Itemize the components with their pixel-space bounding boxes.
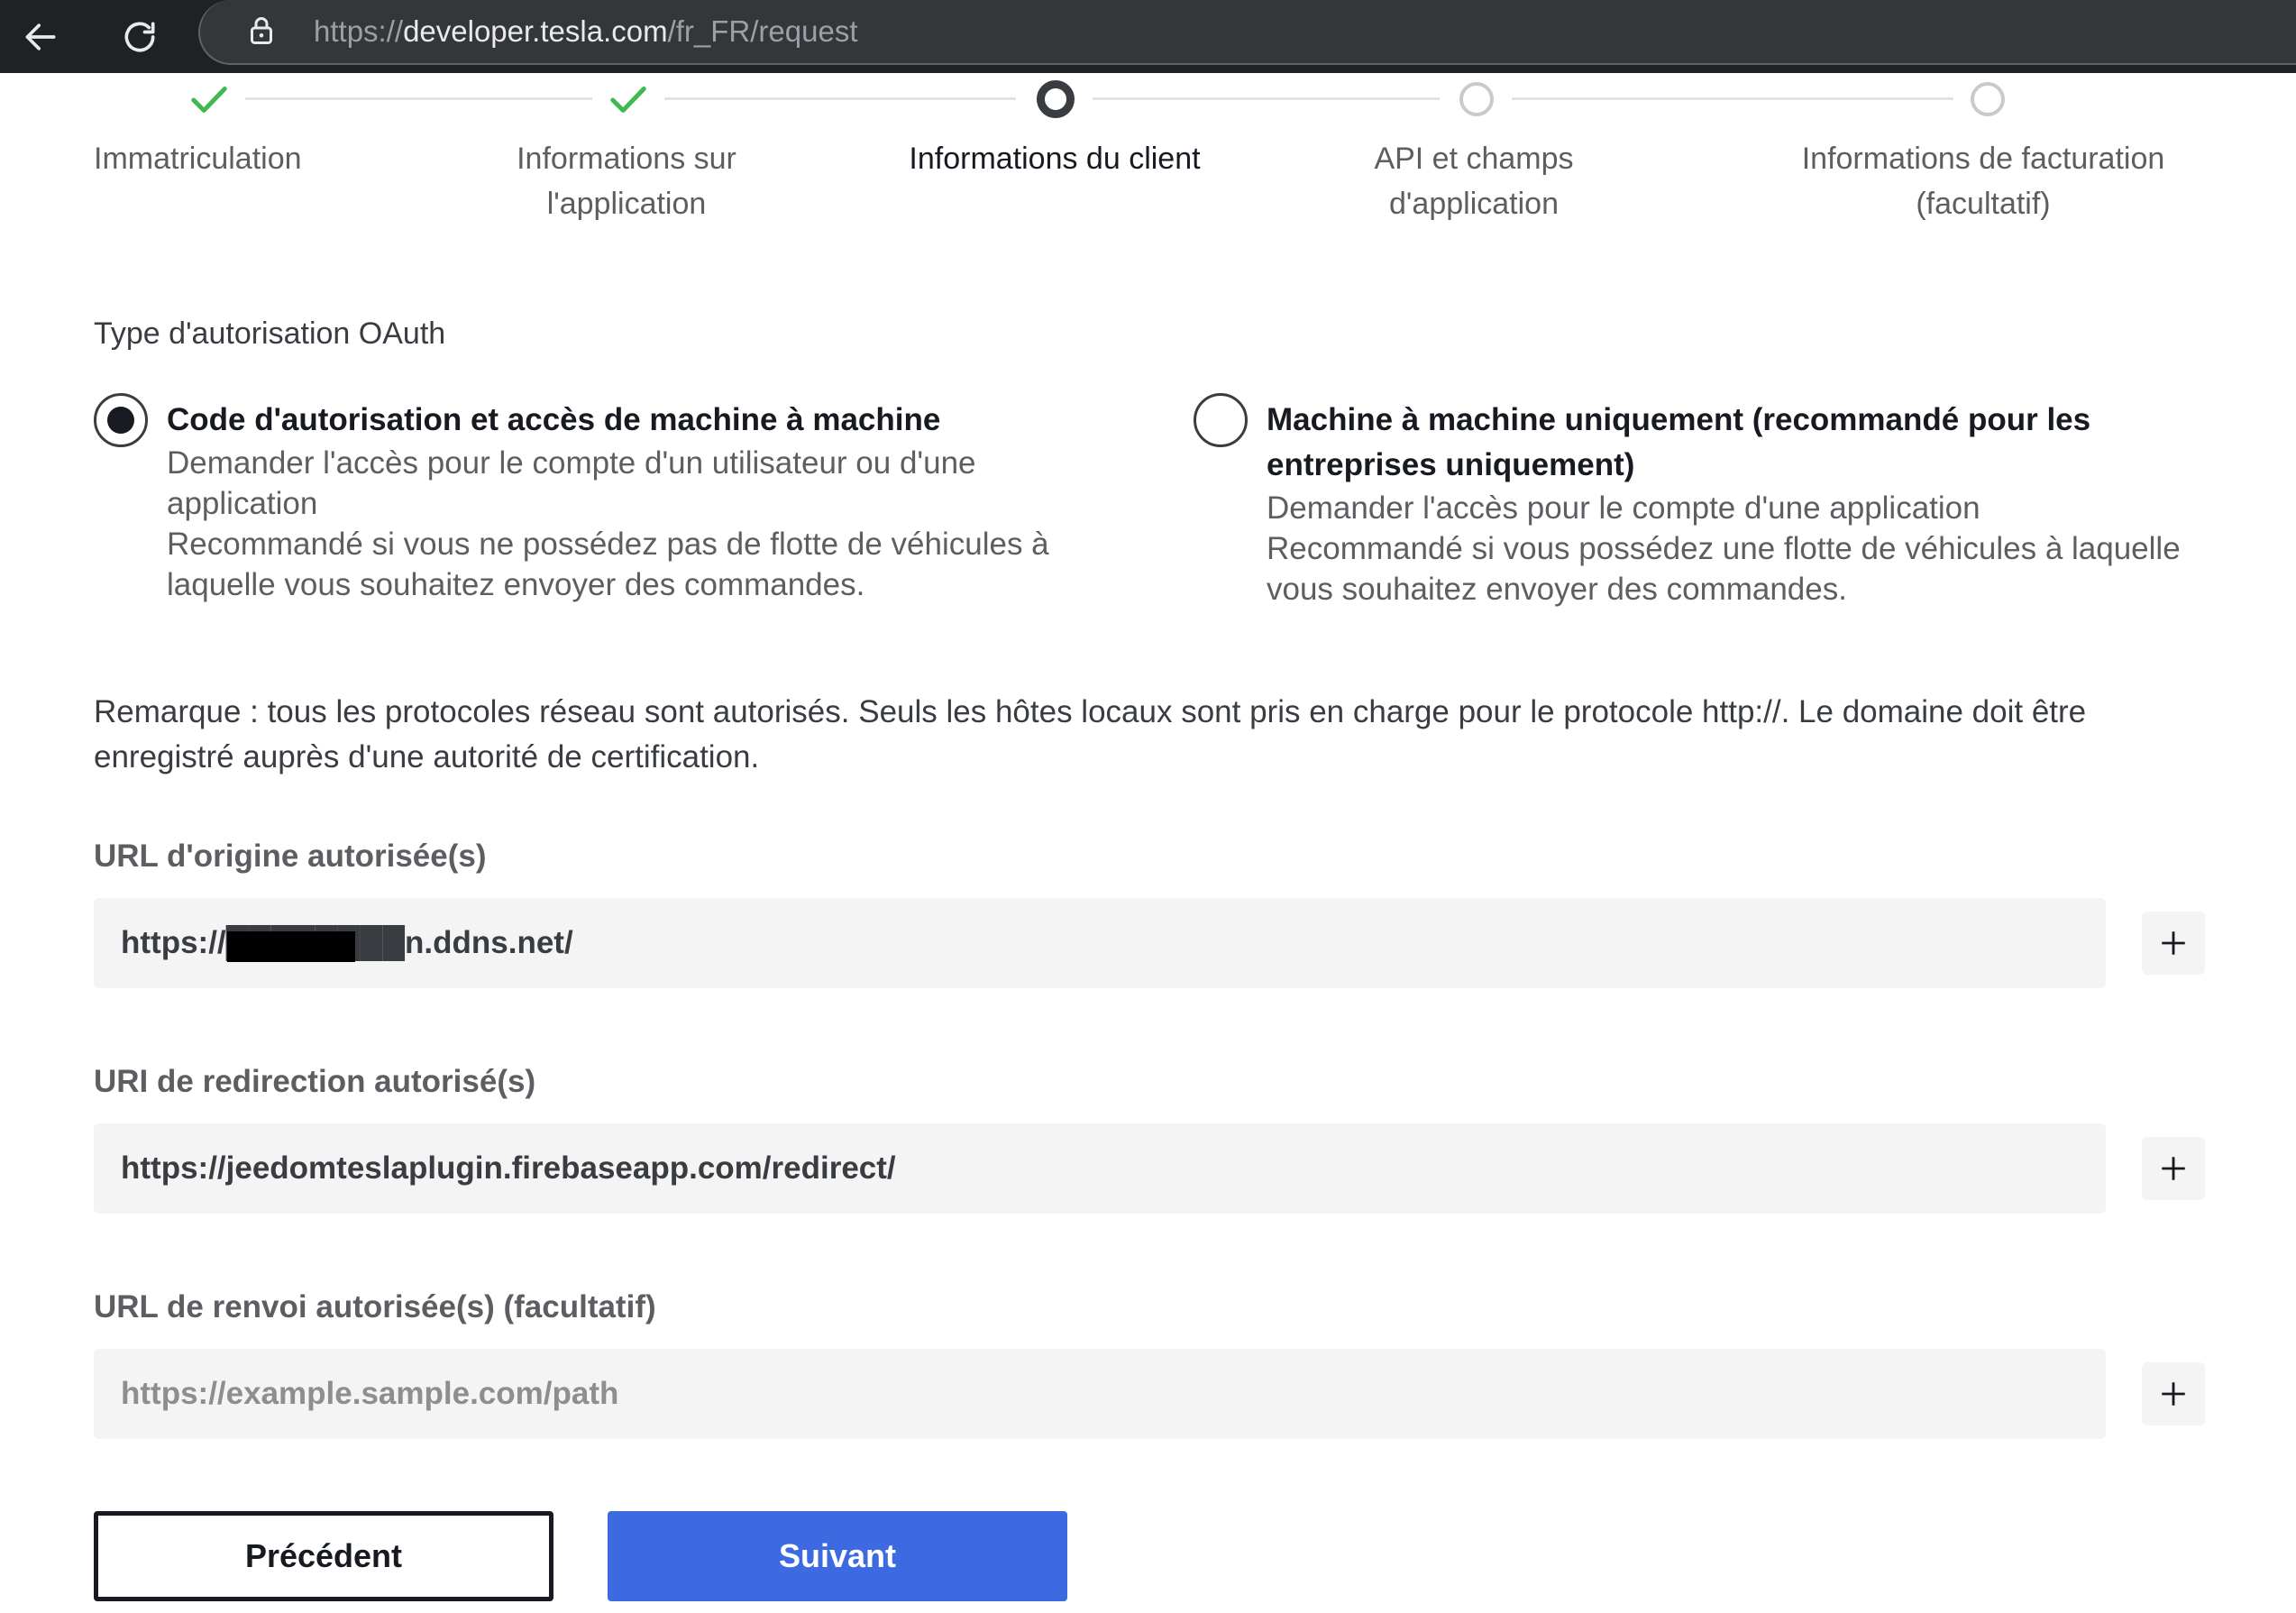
origin-url-input[interactable] <box>94 898 2106 988</box>
progress-stepper <box>0 73 2296 253</box>
step-connector <box>245 97 592 100</box>
url-path: /fr_FR/request <box>667 14 858 48</box>
oauth-option-m2m-radio[interactable] <box>1194 393 1248 447</box>
oauth-option-code-title: Code d'autorisation et accès de machine à machine <box>167 402 941 437</box>
plus-icon <box>2158 1153 2189 1184</box>
lock-icon <box>245 14 278 47</box>
oauth-option-m2m-title: Machine à machine uniquement (recommandé pour les entreprises uniquement) <box>1267 402 2091 482</box>
reload-icon[interactable] <box>108 5 171 69</box>
address-bar[interactable] <box>198 0 2296 65</box>
previous-button[interactable]: Précédent <box>94 1511 553 1601</box>
origin-url-label: URL d'origine autorisée(s) <box>94 839 487 874</box>
step-connector <box>1512 97 1953 100</box>
redirect-uri-label: URI de redirection autorisé(s) <box>94 1064 536 1099</box>
oauth-option-code-radio[interactable] <box>94 393 148 447</box>
url-host: developer.tesla.com <box>403 14 668 48</box>
step-pending-indicator <box>1967 78 2008 120</box>
next-button[interactable]: Suivant <box>608 1511 1067 1601</box>
check-icon <box>608 78 649 120</box>
oauth-type-title: Type d'autorisation OAuth <box>94 316 446 351</box>
check-icon <box>188 78 230 120</box>
step-label-immatriculation: Immatriculation <box>94 142 302 176</box>
step-label-application: Informations sur l'application <box>517 142 736 221</box>
add-redirect-uri-button[interactable] <box>2142 1137 2205 1200</box>
step-label-billing: Informations de facturation (facultatif) <box>1801 142 2165 221</box>
url-text <box>314 9 858 54</box>
return-url-input[interactable] <box>94 1349 2106 1439</box>
step-label-client: Informations du client <box>909 142 1201 176</box>
step-connector <box>664 97 1016 100</box>
step-connector <box>1093 97 1440 100</box>
radio-selected-dot <box>107 407 134 434</box>
back-icon[interactable] <box>9 5 72 69</box>
redaction-mask <box>227 931 355 962</box>
plus-icon <box>2158 1379 2189 1409</box>
oauth-option-code-description: Demander l'accès pour le compte d'un utilisateur ou d'une application Recommandé si vous ne possédez pas de flotte de véhicules à laquelle vous souhaitez envoyer des commandes. <box>167 445 1049 602</box>
plus-icon <box>2158 928 2189 958</box>
browser-toolbar <box>0 0 2296 73</box>
oauth-option-m2m-description: Demander l'accès pour le compte d'une application Recommandé si vous possédez une flotte de véhicules à laquelle vous souhaitez envoyer des commandes. <box>1267 490 2181 607</box>
redirect-uri-input[interactable] <box>94 1123 2106 1214</box>
protocol-note: Remarque : tous les protocoles réseau sont autorisés. Seuls les hôtes locaux sont pris en charge pour le protocole http://. Le domaine doit être enregistré auprès d'une autorité de certification. <box>94 694 2087 774</box>
add-origin-url-button[interactable] <box>2142 912 2205 975</box>
url-scheme: https:// <box>314 14 404 48</box>
step-current-indicator <box>1035 78 1076 120</box>
return-url-label: URL de renvoi autorisée(s) (facultatif) <box>94 1289 656 1324</box>
add-return-url-button[interactable] <box>2142 1362 2205 1425</box>
step-pending-indicator <box>1456 78 1497 120</box>
step-label-api: API et champs d'application <box>1374 142 1574 221</box>
